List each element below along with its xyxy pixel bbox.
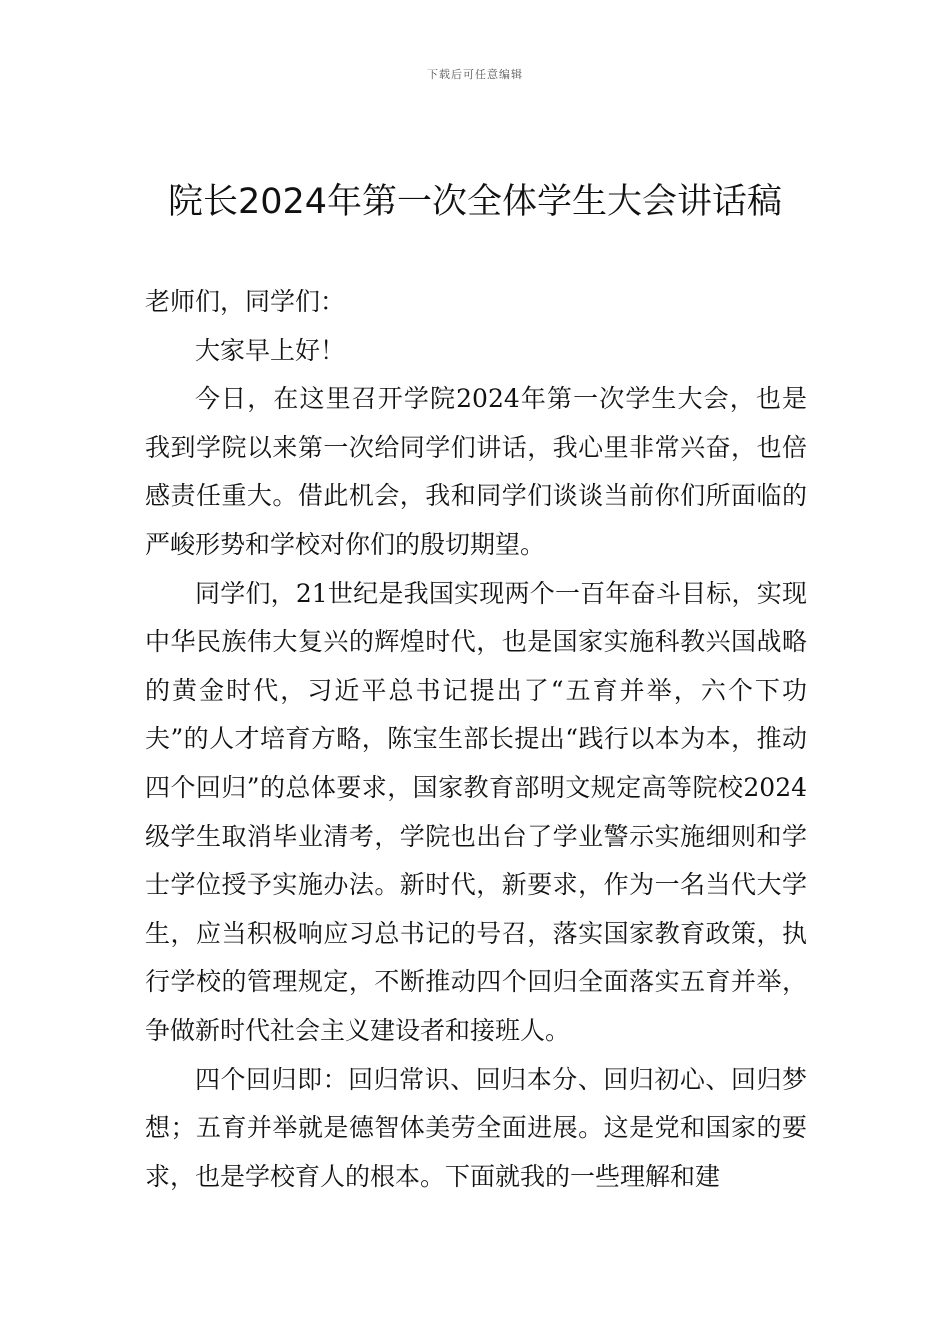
document-body	[145, 278, 807, 1201]
body-paragraph: 四个回归即：回归常识、回归本分、回归初心、回归梦想；五育并举就是德智体美劳全面进展。这是党和国家的要求，也是学校育人的根本。下面就我的一些理解和建	[145, 1064, 807, 1191]
body-paragraph: 今日，在这里召开学院2024年第一次学生大会，也是我到学院以来第一次给同学们讲话，我心里非常兴奋，也倍感责任重大。借此机会，我和同学们谈谈当前你们所面临的严峻形势和学校对你们的殷切期望。	[145, 384, 807, 559]
greeting-paragraph: 大家早上好！	[195, 335, 346, 365]
body-paragraph: 同学们，21世纪是我国实现两个一百年奋斗目标，实现中华民族伟大复兴的辉煌时代，也是国家实施科教兴国战略的黄金时代，习近平总书记提出了“五育并举，六个下功夫”的人才培育方略，陈宝生部长提出“践行以本为本，推动四个回归”的总体要求，国家教育部明文规定高等院校2024级学生取消毕业清考，学院也出台了学业警示实施细则和学士学位授予实施办法。新时代，新要求，作为一名当代大学生，应当积极响应习总书记的号召，落实国家教育政策，执行学校的管理规定，不断推动四个回归全面落实五育并举，争做新时代社会主义建设者和接班人。	[145, 578, 807, 1045]
document-title: 院长2024年第一次全体学生大会讲话稿	[167, 182, 783, 222]
header-note: 下载后可任意编辑	[427, 68, 523, 81]
salutation: 老师们，同学们：	[145, 287, 346, 316]
